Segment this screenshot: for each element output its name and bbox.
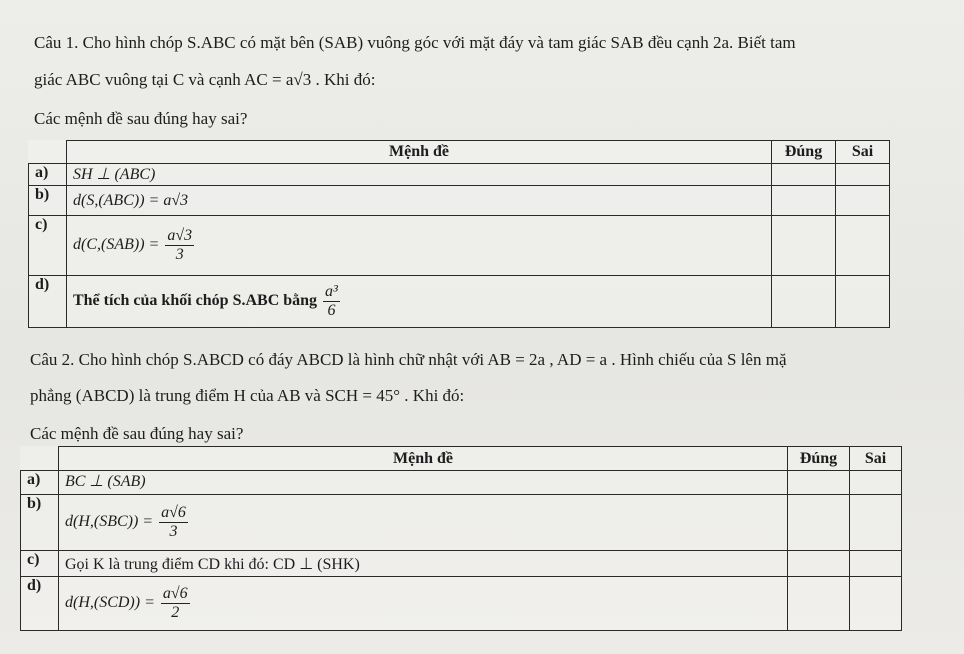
q2-line1: Câu 2. Cho hình chóp S.ABCD có đáy ABCD là hình chữ nhật với AB = 2a , AD = a . Hình chiếu của S lên mặ bbox=[30, 350, 787, 369]
fraction bbox=[165, 227, 194, 264]
row-statement bbox=[58, 577, 787, 631]
answer-false-cell[interactable] bbox=[850, 471, 902, 495]
q2-line2: phẳng (ABCD) là trung điểm H của AB và SCH = 45° . Khi đó: bbox=[30, 386, 465, 405]
q1-prompt: Các mệnh đề sau đúng hay sai? bbox=[34, 109, 248, 128]
q1-header-false: Sai bbox=[836, 141, 890, 164]
table-row bbox=[21, 495, 902, 551]
answer-false-cell[interactable] bbox=[850, 495, 902, 551]
answer-false-cell[interactable] bbox=[836, 216, 890, 276]
answer-false-cell[interactable] bbox=[836, 164, 890, 186]
row-label: b) bbox=[29, 186, 67, 216]
row-statement: SH ⊥ (ABC) bbox=[66, 164, 771, 186]
statement-text: d(H,(SCD)) = bbox=[64, 594, 155, 612]
fraction bbox=[161, 585, 190, 622]
q1-line1: Câu 1. Cho hình chóp S.ABC có mặt bên (SAB) vuông góc với mặt đáy và tam giác SAB đều cạnh 2a. Biết tam bbox=[34, 33, 796, 52]
statement-text: Thể tích của khối chóp S.ABC bằng bbox=[72, 292, 318, 310]
row-label: d) bbox=[21, 577, 59, 631]
row-statement: BC ⊥ (SAB) bbox=[58, 471, 787, 495]
row-statement bbox=[66, 216, 771, 276]
answer-true-cell[interactable] bbox=[772, 276, 836, 328]
answer-false-cell[interactable] bbox=[836, 276, 890, 328]
statement-text: d(H,(SBC)) = bbox=[64, 513, 154, 531]
row-statement bbox=[66, 276, 771, 328]
answer-true-cell[interactable] bbox=[788, 471, 850, 495]
fraction bbox=[323, 283, 340, 320]
fraction-denominator: 6 bbox=[327, 302, 336, 319]
row-label: a) bbox=[21, 471, 59, 495]
row-statement bbox=[58, 495, 787, 551]
q1-header-true: Đúng bbox=[772, 141, 836, 164]
fraction-denominator: 3 bbox=[175, 246, 184, 263]
q2-table bbox=[20, 446, 902, 631]
fraction-numerator: a√3 bbox=[167, 227, 193, 244]
row-statement: Gọi K là trung điểm CD khi đó: CD ⊥ (SHK) bbox=[58, 551, 787, 577]
fraction bbox=[159, 504, 188, 541]
answer-true-cell[interactable] bbox=[772, 164, 836, 186]
fraction-numerator: a√6 bbox=[161, 504, 186, 521]
answer-false-cell[interactable] bbox=[850, 577, 902, 631]
table-row bbox=[21, 577, 902, 631]
fraction-numerator: a³ bbox=[325, 283, 338, 300]
q2-prompt: Các mệnh đề sau đúng hay sai? bbox=[30, 424, 244, 443]
table-row bbox=[29, 164, 890, 186]
answer-false-cell[interactable] bbox=[836, 186, 890, 216]
q1-header-row bbox=[29, 141, 890, 164]
q2-header-true: Đúng bbox=[788, 447, 850, 471]
answer-true-cell[interactable] bbox=[772, 216, 836, 276]
row-label: b) bbox=[21, 495, 59, 551]
table-row bbox=[29, 216, 890, 276]
answer-true-cell[interactable] bbox=[788, 577, 850, 631]
q1-table bbox=[28, 140, 890, 328]
statement-text: d(C,(SAB)) = bbox=[72, 236, 160, 254]
answer-true-cell[interactable] bbox=[788, 551, 850, 577]
q2-header-row bbox=[21, 447, 902, 471]
table-row bbox=[21, 551, 902, 577]
table-row bbox=[29, 276, 890, 328]
table-row bbox=[29, 186, 890, 216]
fraction-denominator: 3 bbox=[169, 523, 178, 540]
row-label: a) bbox=[29, 164, 67, 186]
q1-line2: giác ABC vuông tại C và cạnh AC = a√3 . Khi đó: bbox=[34, 70, 376, 89]
row-statement: d(S,(ABC)) = a√3 bbox=[66, 186, 771, 216]
answer-true-cell[interactable] bbox=[788, 495, 850, 551]
answer-true-cell[interactable] bbox=[772, 186, 836, 216]
q2-header-false: Sai bbox=[850, 447, 902, 471]
answer-false-cell[interactable] bbox=[850, 551, 902, 577]
table-row bbox=[21, 471, 902, 495]
fraction-denominator: 2 bbox=[171, 604, 180, 621]
fraction-numerator: a√6 bbox=[162, 585, 188, 602]
q1-header-statement: Mệnh đề bbox=[66, 141, 771, 164]
row-label: c) bbox=[29, 216, 67, 276]
q2-header-statement: Mệnh đề bbox=[58, 447, 787, 471]
row-label: c) bbox=[21, 551, 59, 577]
row-label: d) bbox=[29, 276, 67, 328]
